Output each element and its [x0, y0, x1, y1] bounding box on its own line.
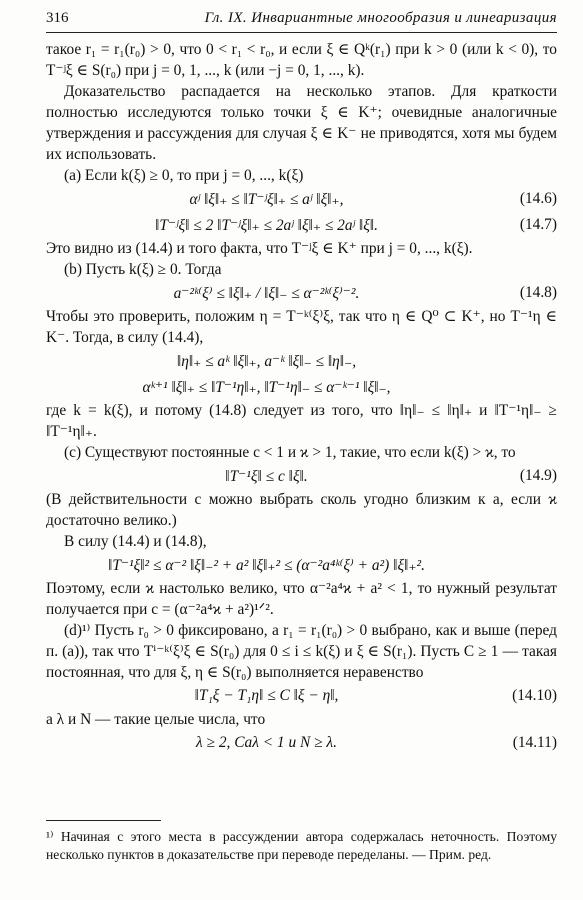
equation-number: (14.10) — [512, 687, 557, 704]
equation-number: (14.9) — [519, 467, 557, 484]
equation: ‖T⁻¹ξ‖ ≤ c ‖ξ‖. — [225, 467, 308, 485]
equation: ‖T⁻¹ξ‖² ≤ α⁻² ‖ξ‖₋² + a² ‖ξ‖₊² ≤ (α⁻²a⁴ᵏ⁽ξ⁾ + a²) ‖ξ‖₊². — [108, 556, 425, 574]
footnote-rule — [46, 820, 161, 821]
equation-row — [46, 186, 557, 212]
equation-row — [46, 463, 557, 489]
paragraph: такое r₁ = r₁(r₀) > 0, что 0 < r₁ < r₀, и если ξ ∈ Qᵏ(r₁) при k > 0 (или k < 0), то T⁻ʲξ ∈ S(r₀) при j = 0, 1, ..., k (или −j = 0, 1, ..., k). — [46, 41, 557, 79]
running-header — [46, 8, 557, 33]
equation-row — [46, 348, 557, 374]
equation-number: (14.6) — [519, 190, 557, 207]
equation-number: (14.11) — [512, 734, 557, 751]
equation: a⁻²ᵏ⁽ξ⁾ ≤ ‖ξ‖₊ / ‖ξ‖₋ ≤ α⁻²ᵏ⁽ξ⁾⁻². — [173, 284, 360, 302]
paragraph: (c) Существуют постоянные c < 1 и ϰ > 1, такие, что если k(ξ) > ϰ, то — [64, 444, 516, 461]
equation-row — [46, 552, 557, 578]
paragraph: (d)¹⁾ Пусть r₀ > 0 фиксировано, а r₁ = r₁(r₀) > 0 выбрано, как и выше (перед п. (a)), так что Tⁱ⁻ᵏ⁽ξ⁾ξ ∈ S(r₀) для 0 ≤ i ≤ k(ξ) и ξ ∈ S(r₁). Пусть C ≥ 1 — такая постоянная, что для ξ, η ∈ S(r₀) выполняется неравенство — [46, 622, 557, 681]
paragraph: (В действительности c можно выбрать сколь угодно близким к a, если ϰ достаточно велико.) — [46, 491, 557, 529]
page-body — [46, 39, 557, 756]
equation-row — [46, 730, 557, 756]
equation-row — [46, 280, 557, 306]
equation: ‖η‖₊ ≤ aᵏ ‖ξ‖₊, a⁻ᵏ ‖ξ‖₋ ≤ ‖η‖₋, — [176, 352, 357, 370]
equation-row — [46, 683, 557, 709]
paragraph: Поэтому, если ϰ настолько велико, что α⁻²a⁴ϰ + a² < 1, то нужный результат получается при c = (α⁻²a⁴ϰ + a²)¹ᐟ². — [46, 580, 557, 618]
page-number: 316 — [46, 10, 69, 26]
equation-number: (14.7) — [519, 216, 557, 233]
paragraph: где k = k(ξ), и потому (14.8) следует из того, что ‖η‖₋ ≤ ‖η‖₊ и ‖T⁻¹η‖₋ ≥ ‖T⁻¹η‖₊. — [46, 402, 557, 440]
equation-row — [46, 212, 557, 238]
equation-row — [46, 374, 557, 400]
paragraph: Это видно из (14.4) и того факта, что T⁻ʲξ ∈ K⁺ при j = 0, ..., k(ξ). — [46, 240, 473, 257]
equation-number: (14.8) — [519, 284, 557, 301]
paragraph: Доказательство распадается на несколько этапов. Для краткости полностью исследуются только точки ξ ∈ K⁺; очевидные аналогичные утверждения и рассуждения для случая ξ ∈ K⁻ не приводятся, хотя мы будем их использовать. — [46, 83, 557, 163]
paragraph: а λ и N — такие целые числа, что — [46, 711, 266, 728]
equation: λ ≥ 2, Caλ < 1 и N ≥ λ. — [196, 734, 337, 751]
running-title: Гл. IX. Инвариантные многообразия и линеаризация — [204, 10, 557, 26]
paragraph: Чтобы это проверить, положим η = T⁻ᵏ⁽ξ⁾ξ, так что η ∈ Q⁰ ⊂ K⁺, но T⁻¹η ∈ K⁻. Тогда, в силу (14.4), — [46, 308, 557, 346]
paragraph: В силу (14.4) и (14.8), — [64, 533, 207, 550]
footnote: ¹⁾ Начиная с этого места в рассуждении автора содержалась неточность. Поэтому несколько пунктов в доказательстве при переводе переделаны. — Прим. ред. — [46, 829, 557, 862]
equation: αᵏ⁺¹ ‖ξ‖₊ ≤ ‖T⁻¹η‖₊, ‖T⁻¹η‖₋ ≤ α⁻ᵏ⁻¹ ‖ξ‖₋, — [142, 378, 391, 396]
equation: ‖T₁ξ − T₁η‖ ≤ C ‖ξ − η‖, — [194, 687, 339, 704]
equation: ‖T⁻ʲξ‖ ≤ 2 ‖T⁻ʲξ‖₊ ≤ 2aʲ ‖ξ‖₊ ≤ 2aʲ ‖ξ‖. — [155, 216, 378, 234]
paragraph: (b) Пусть k(ξ) ≥ 0. Тогда — [64, 261, 222, 278]
equation: αʲ ‖ξ‖₊ ≤ ‖T⁻ʲξ‖₊ ≤ aʲ ‖ξ‖₊, — [189, 190, 344, 208]
paragraph: (a) Если k(ξ) ≥ 0, то при j = 0, ..., k(ξ) — [64, 167, 304, 184]
